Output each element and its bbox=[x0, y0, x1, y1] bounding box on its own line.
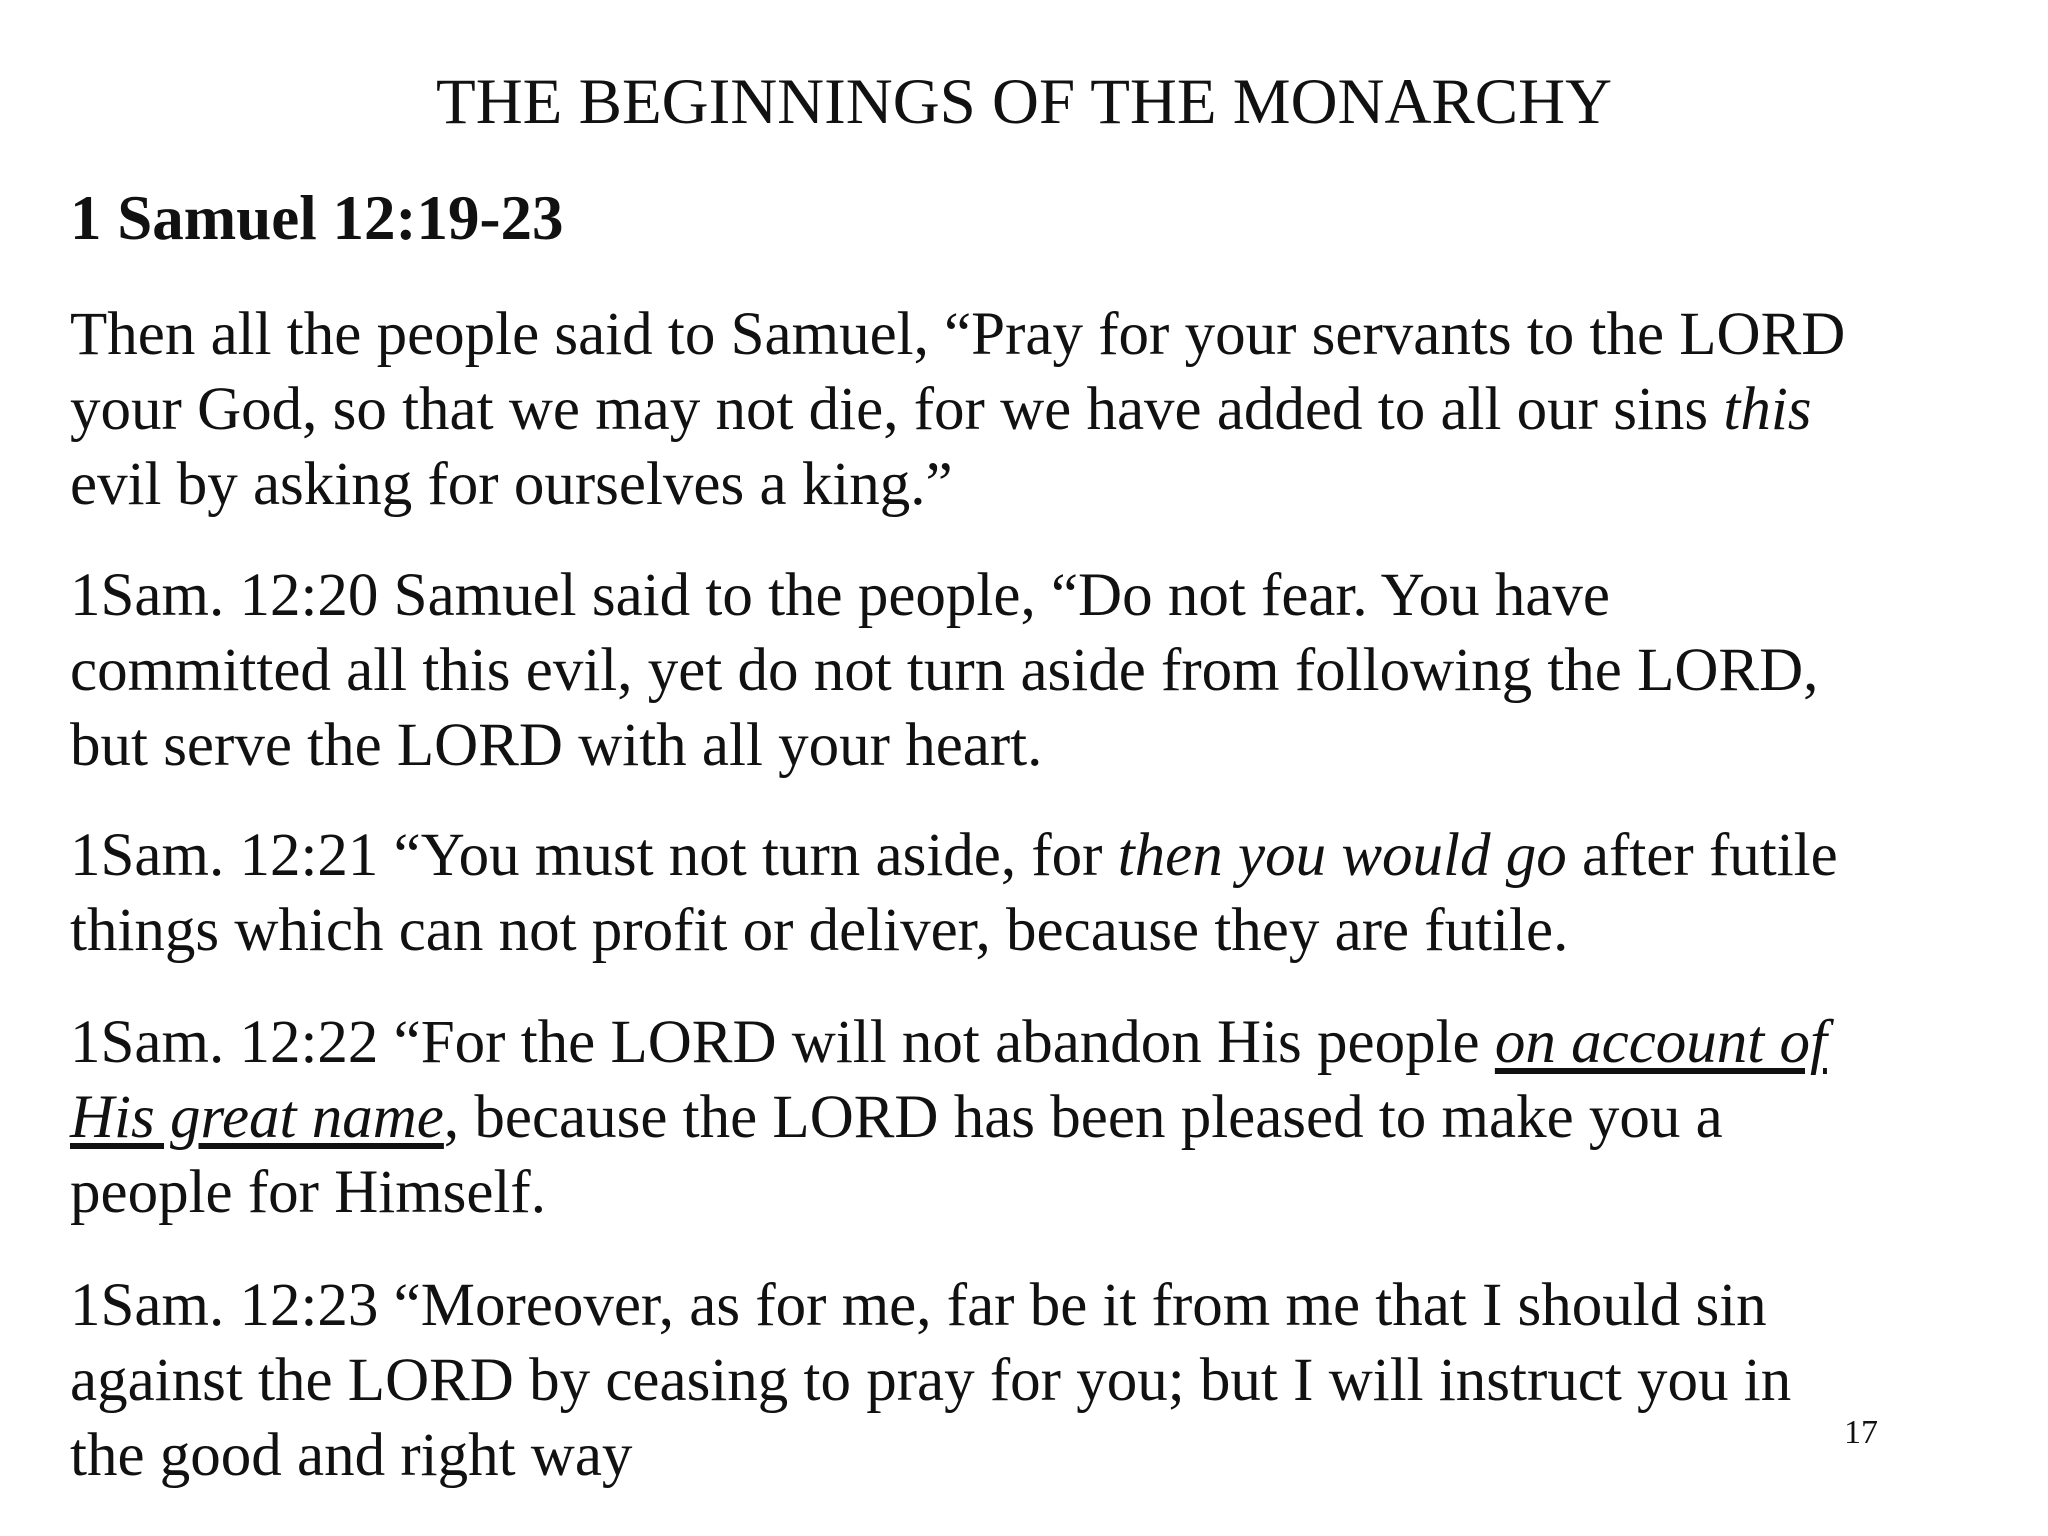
verse-paragraph-21 bbox=[70, 818, 1990, 968]
text-line: people for Himself. bbox=[70, 1159, 546, 1226]
text-line: 1Sam. 12:20 Samuel said to the people, “Do not fear. You have bbox=[70, 562, 1611, 629]
text-line: things which can not profit or deliver, because they are futile. bbox=[70, 897, 1569, 964]
text-line: 1Sam. 12:22 “For the LORD will not abandon His people on account of bbox=[70, 1009, 1827, 1076]
verse-paragraph-22 bbox=[70, 1005, 1990, 1230]
verse-paragraph-20 bbox=[70, 558, 1990, 783]
text-line: the good and right way bbox=[70, 1422, 633, 1489]
text-line: but serve the LORD with all your heart. bbox=[70, 712, 1043, 779]
text-line: 1Sam. 12:23 “Moreover, as for me, far be it from me that I should sin bbox=[70, 1272, 1767, 1339]
text-line: evil by asking for ourselves a king.” bbox=[70, 451, 953, 518]
text-line: committed all this evil, yet do not turn aside from following the LORD, bbox=[70, 637, 1819, 704]
underlined-italic-text: on account of bbox=[1494, 1009, 1827, 1076]
text-line: your God, so that we may not die, for we have added to all our sins this bbox=[70, 376, 1812, 443]
page-number: 17 bbox=[1844, 1414, 1878, 1451]
verse-paragraph-23 bbox=[70, 1268, 1990, 1493]
page-title: THE BEGINNINGS OF THE MONARCHY bbox=[435, 66, 1613, 138]
text-line: against the LORD by ceasing to pray for you; but I will instruct you in bbox=[70, 1347, 1792, 1414]
scripture-reference: 1 Samuel 12:19-23 bbox=[70, 183, 564, 253]
text-line: 1Sam. 12:21 “You must not turn aside, for then you would go after futile bbox=[70, 822, 1838, 889]
text-line: Then all the people said to Samuel, “Pray for your servants to the LORD bbox=[70, 301, 1846, 368]
italic-text: then you would go bbox=[1117, 822, 1567, 889]
text-line: His great name, because the LORD has been pleased to make you a bbox=[70, 1084, 1723, 1151]
underlined-italic-text: His great name bbox=[70, 1084, 444, 1151]
italic-text: this bbox=[1723, 376, 1812, 443]
verse-paragraph-19 bbox=[70, 297, 1990, 522]
